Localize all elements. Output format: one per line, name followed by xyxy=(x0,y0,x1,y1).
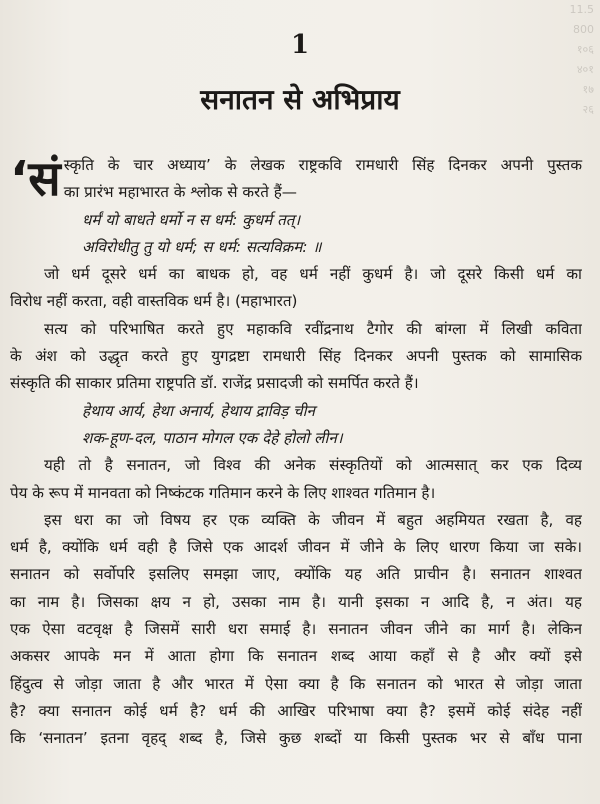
opening-paragraph xyxy=(10,152,582,207)
bleed-line: १०६ xyxy=(576,43,594,56)
verse-line: अविरोधीतु तु यो धर्म; स धर्म: सत्यविक्रम: ॥ xyxy=(82,237,322,256)
text-line: के अंश को उद्धृत करते हुए युगद्रष्टा रामधारी सिंह दिनकर अपनी पुस्तक को सामासिक xyxy=(10,347,582,366)
chapter-title: सनातन से अभिप्राय xyxy=(200,83,400,116)
text-line: विरोध नहीं करता, वही वास्तविक धर्म है। (महाभारत) xyxy=(10,292,298,311)
drop-cap: ‘सं xyxy=(10,151,61,207)
chapter-number: 1 xyxy=(290,30,310,60)
text-line: यही तो है सनातन, जो विश्व की अनेक संस्कृतियों को आत्मसात् कर एक दिव्य xyxy=(44,456,582,475)
text-line: हिंदुत्व से जोड़ा जाता है और भारत में ऐसा क्या है कि सनातन को भारत से जोड़ा जाता xyxy=(10,674,582,693)
text-line: एक ऐसा वटवृक्ष है जिसमें सारी धरा समाई है। सनातन जीवन जीने का मार्ग है। लेकिन xyxy=(10,620,582,639)
body-text xyxy=(10,152,582,753)
text-line: संस्कृति की साकार प्रतिमा राष्ट्रपति डॉ. राजेंद्र प्रसादजी को समर्पित करते हैं। xyxy=(10,374,419,393)
bleed-line: 11.5 xyxy=(569,3,594,16)
verse-line: धर्मं यो बाधते धर्मो न स धर्म: कुधर्म तत्। xyxy=(82,210,301,229)
verse-line: शक-हूण-दल, पाठान मोगल एक देहे होलो लीन। xyxy=(82,428,343,447)
text-line: सत्य को परिभाषित करते हुए महाकवि रवींद्रनाथ टैगोर की बांग्ला में लिखी कविता xyxy=(44,319,582,338)
verse-line: हेथाय आर्य, हेथा अनार्य, हेथाय द्राविड़ चीन xyxy=(82,401,315,420)
text-line: का नाम है। जिसका क्षय न हो, उसका नाम है। यानी इसका न आदि है, न अंत। यह xyxy=(10,592,582,611)
text-line: स्कृति के चार अध्याय’ के लेखक राष्ट्रकवि रामधारी सिंह दिनकर अपनी पुस्तक xyxy=(63,156,582,174)
bleed-line: ४०१ xyxy=(576,63,594,76)
bleed-line: 800 xyxy=(573,23,594,36)
text-line: धर्म है, क्योंकि धर्म वही है जिसे एक आदर्श जीवन में जीने के लिए धारण किया जा सके। xyxy=(10,538,582,557)
text-line: अकसर आपके मन में आता होगा कि सनातन शब्द आया कहाँ से है और क्यों इसे xyxy=(10,647,582,666)
bleed-line: २६ xyxy=(582,103,594,116)
text-line: कि ‘सनातन’ इतना वृहद् शब्द है, जिसे कुछ शब्दों या किसी पुस्तक भर से बाँध पाना xyxy=(10,729,582,748)
bleed-line: १७ xyxy=(582,83,594,96)
text-line: पेय के रूप में मानवता को निष्कंटक गतिमान करने के लिए शाश्वत गतिमान है। xyxy=(10,483,436,502)
text-line: सनातन को सर्वोपरि इसलिए समझा जाए, क्योंकि यह अति प्राचीन है। सनातन शाश्वत xyxy=(10,565,582,584)
text-line: है? क्या सनातन कोई धर्म है? धर्म की आखिर परिभाषा क्या है? इसमें कोई संदेह नहीं xyxy=(10,701,582,720)
text-line: इस धरा का जो विषय हर एक व्यक्ति के जीवन में बहुत अहमियत रखता है, वह xyxy=(44,510,582,529)
text-line: का प्रारंभ महाभारत के श्लोक से करते हैं— xyxy=(63,183,297,202)
text-line: जो धर्म दूसरे धर्म का बाधक हो, वह धर्म नहीं कुधर्म है। जो दूसरे किसी धर्म का xyxy=(44,265,582,284)
